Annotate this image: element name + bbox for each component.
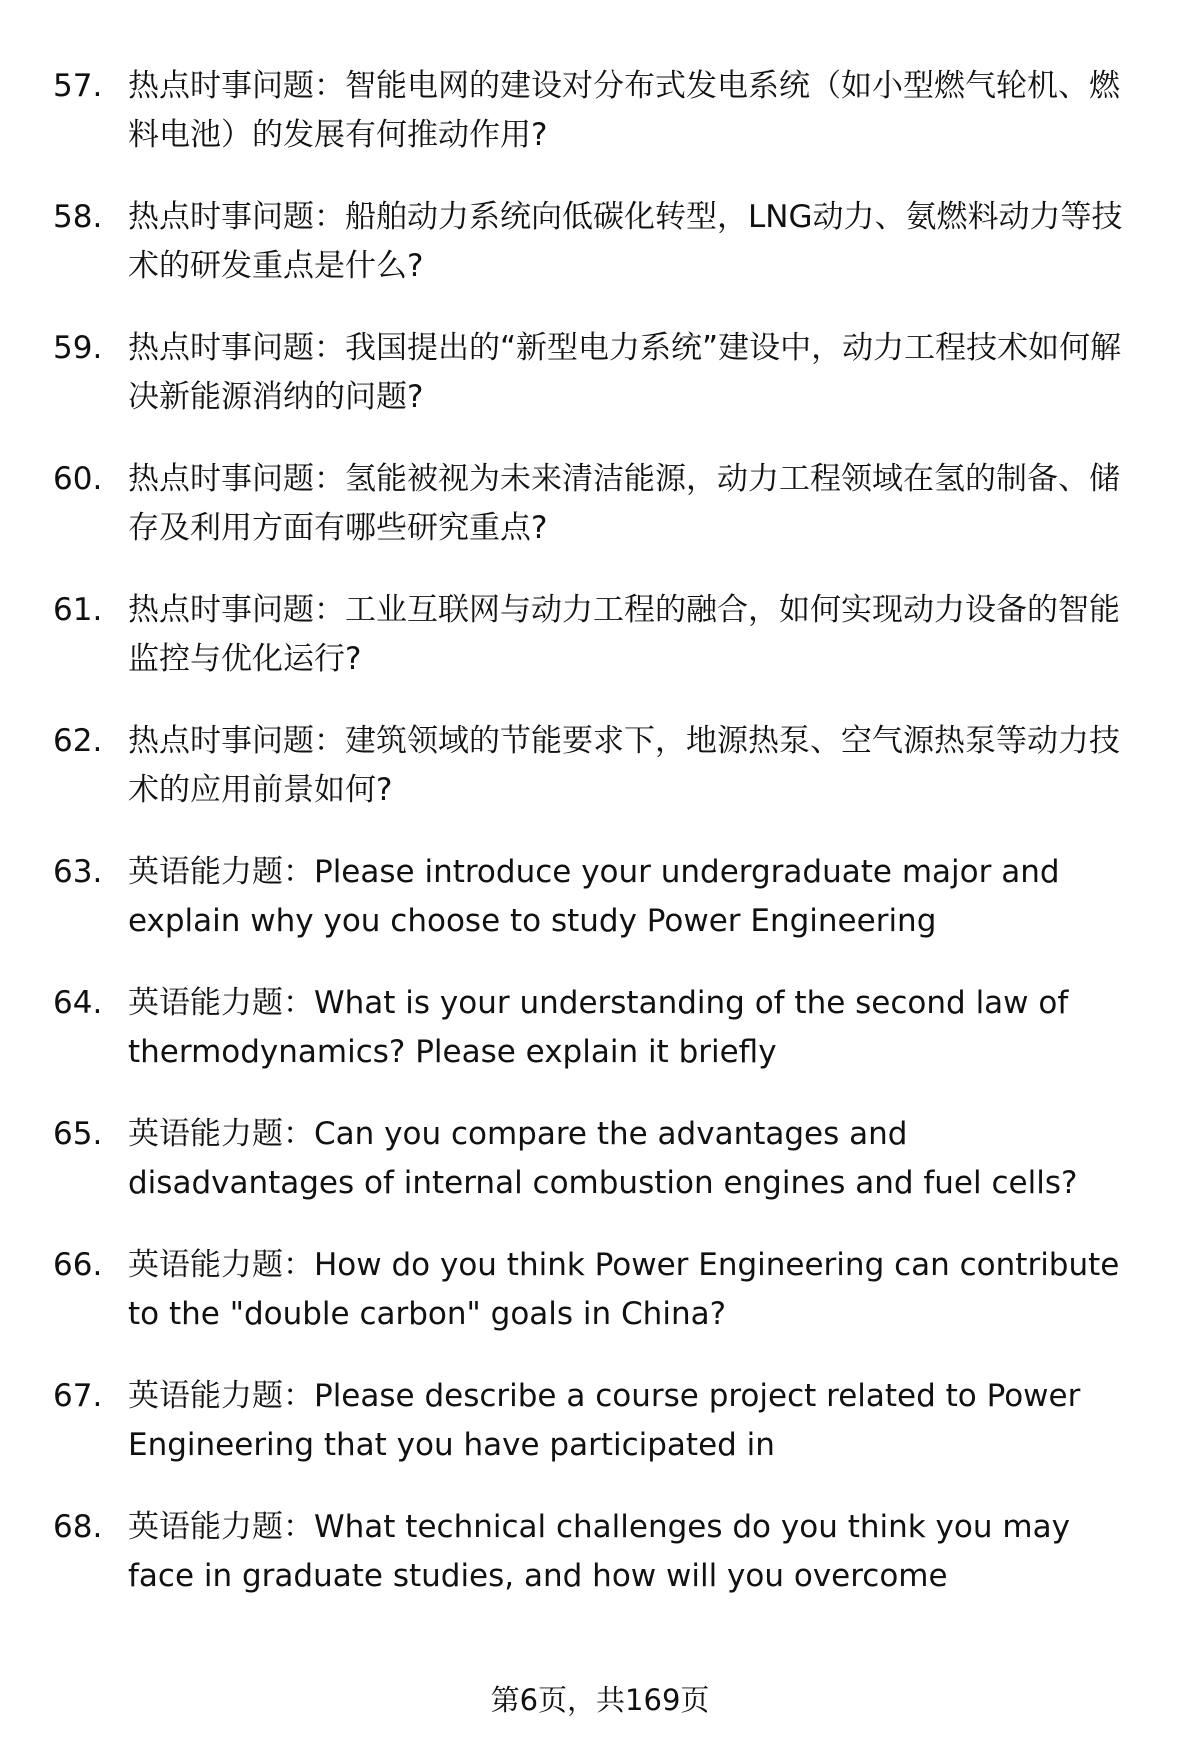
question-number: 62. — [53, 723, 103, 759]
question-text: 热点时事问题：工业互联网与动力工程的融合，如何实现动力设备的智能监控与优化运行? — [128, 592, 1120, 677]
question-list — [0, 62, 1200, 1634]
question-text: 热点时事问题：氢能被视为未来清洁能源，动力工程领域在氢的制备、储存及利用方面有哪些研究重点? — [128, 461, 1120, 546]
question-number: 68. — [53, 1509, 103, 1545]
question-text: 英语能力题：Please describe a course project related to Power Engineering that you have participated in — [128, 1378, 1081, 1463]
question-number: 59. — [53, 330, 103, 366]
question-number: 65. — [53, 1116, 103, 1152]
question-item — [0, 1241, 1200, 1339]
question-item — [0, 586, 1200, 684]
question-text: 英语能力题：What technical challenges do you think you may face in graduate studies, and how will you overcome — [128, 1509, 1070, 1594]
question-item — [0, 324, 1200, 422]
question-item — [0, 62, 1200, 160]
question-text: 热点时事问题：建筑领域的节能要求下，地源热泵、空气源热泵等动力技术的应用前景如何? — [128, 723, 1120, 808]
question-text: 热点时事问题：智能电网的建设对分布式发电系统（如小型燃气轮机、燃料电池）的发展有何推动作用? — [128, 68, 1120, 153]
question-text: 热点时事问题：船舶动力系统向低碳化转型，LNG动力、氨燃料动力等技术的研发重点是什么? — [128, 199, 1123, 284]
question-text: 热点时事问题：我国提出的“新型电力系统”建设中，动力工程技术如何解决新能源消纳的问题? — [128, 330, 1122, 415]
question-number: 63. — [53, 854, 103, 890]
question-item — [0, 1372, 1200, 1470]
question-item — [0, 979, 1200, 1077]
question-item — [0, 193, 1200, 291]
question-number: 57. — [53, 68, 103, 104]
question-text: 英语能力题：Please introduce your undergraduate major and explain why you choose to study Power Engineering — [128, 854, 1060, 939]
question-number: 60. — [53, 461, 103, 497]
question-item — [0, 717, 1200, 815]
question-text: 英语能力题：What is your understanding of the second law of thermodynamics? Please explain it briefly — [128, 985, 1069, 1070]
question-text: 英语能力题：How do you think Power Engineering can contribute to the "double carbon" goals in China? — [128, 1247, 1120, 1332]
question-number: 67. — [53, 1378, 103, 1414]
question-item — [0, 848, 1200, 946]
page-footer: 第6页，共169页 — [490, 1683, 710, 1717]
question-number: 64. — [53, 985, 103, 1021]
question-number: 66. — [53, 1247, 103, 1283]
question-number: 58. — [53, 199, 103, 235]
question-item — [0, 455, 1200, 553]
question-item — [0, 1110, 1200, 1208]
question-item — [0, 1503, 1200, 1601]
question-number: 61. — [53, 592, 103, 628]
question-text: 英语能力题：Can you compare the advantages and disadvantages of internal combustion engines and fuel cells? — [128, 1116, 1078, 1201]
